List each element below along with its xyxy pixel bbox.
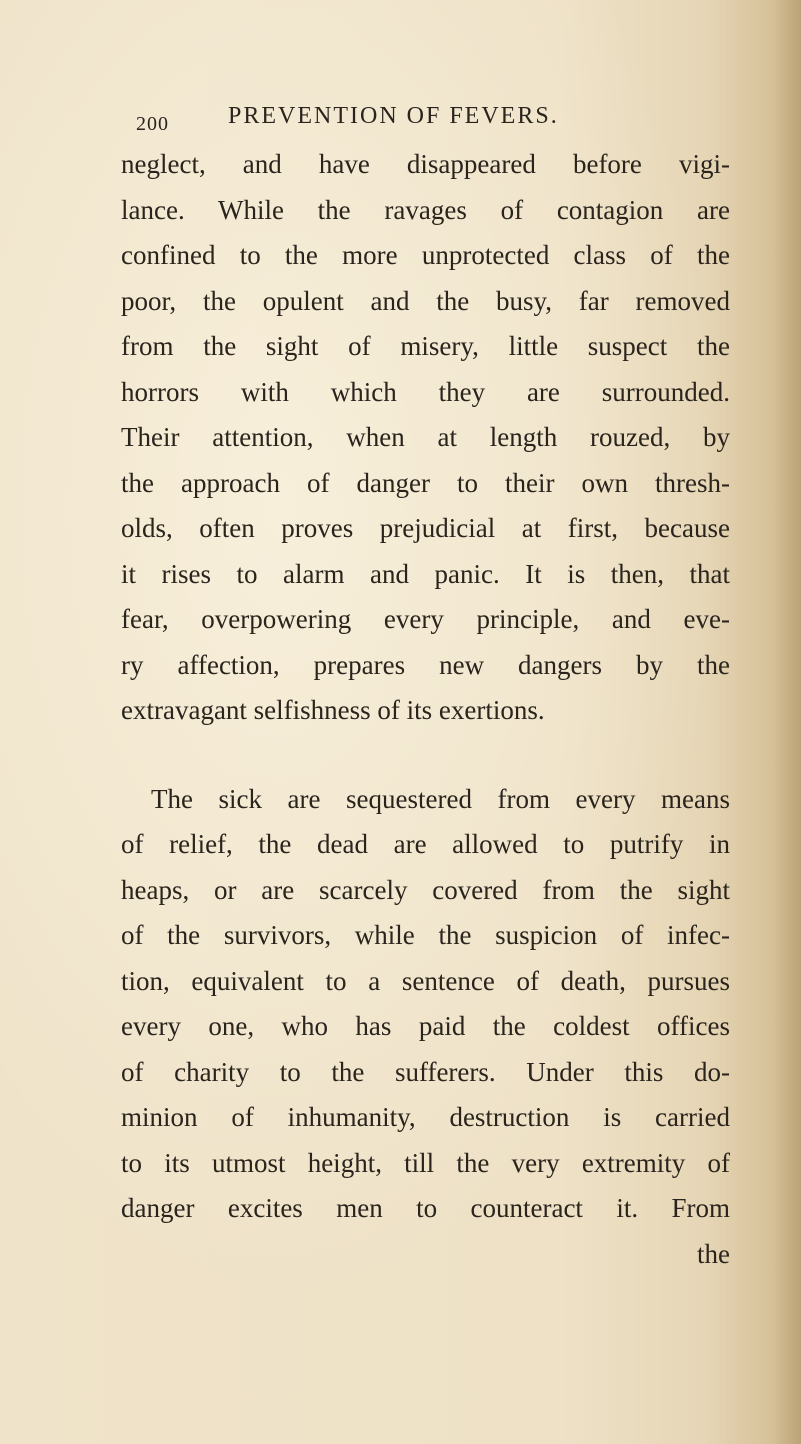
text-line: horrors with which they are surrounded. [121,376,730,407]
text-line: The sick are sequestered from every means [151,783,730,814]
text-line: from the sight of misery, little suspect the [121,331,730,361]
page-header [136,103,696,143]
page-number: 200 [136,113,169,135]
text-line: tion, equivalent to a sentence of death, pursues [121,965,730,996]
text-line: of relief, the dead are allowed to putrify in [121,829,730,859]
text-line: ry affection, prepares new dangers by the [121,649,730,680]
text-line: poor, the opulent and the busy, far removed [121,285,730,316]
text-line: the approach of danger to their own thresh- [121,467,730,498]
text-line: of charity to the sufferers. Under this do- [121,1056,730,1087]
running-head: PREVENTION OF FEVERS. [228,103,559,129]
text-line: danger excites men to counteract it. From [121,1193,730,1223]
text-line: extravagant selfishness of its exertions. [121,695,545,725]
text-line: Their attention, when at length rouzed, by [121,422,730,452]
text-line: every one, who has paid the coldest offices [121,1011,730,1041]
page-edge-shading [773,0,801,1444]
text-line: neglect, and have disappeared before vigi- [121,149,730,179]
text-line: heaps, or are scarcely covered from the sight [121,874,730,905]
text-line: minion of inhumanity, destruction is carried [121,1102,730,1132]
text-line: olds, often proves prejudicial at first, because [121,513,730,543]
text-line: fear, overpowering every principle, and eve- [121,604,730,634]
text-line: it rises to alarm and panic. It is then, that [121,558,730,589]
text-line: lance. While the ravages of contagion are [121,194,730,225]
text-line: to its utmost height, till the very extremity of [121,1147,730,1178]
text-line: confined to the more unprotected class of the [121,240,730,270]
text-line: of the survivors, while the suspicion of infec- [121,920,730,950]
body-text [121,142,730,1277]
paragraph-break [121,734,730,777]
catchword: the [697,1238,730,1269]
